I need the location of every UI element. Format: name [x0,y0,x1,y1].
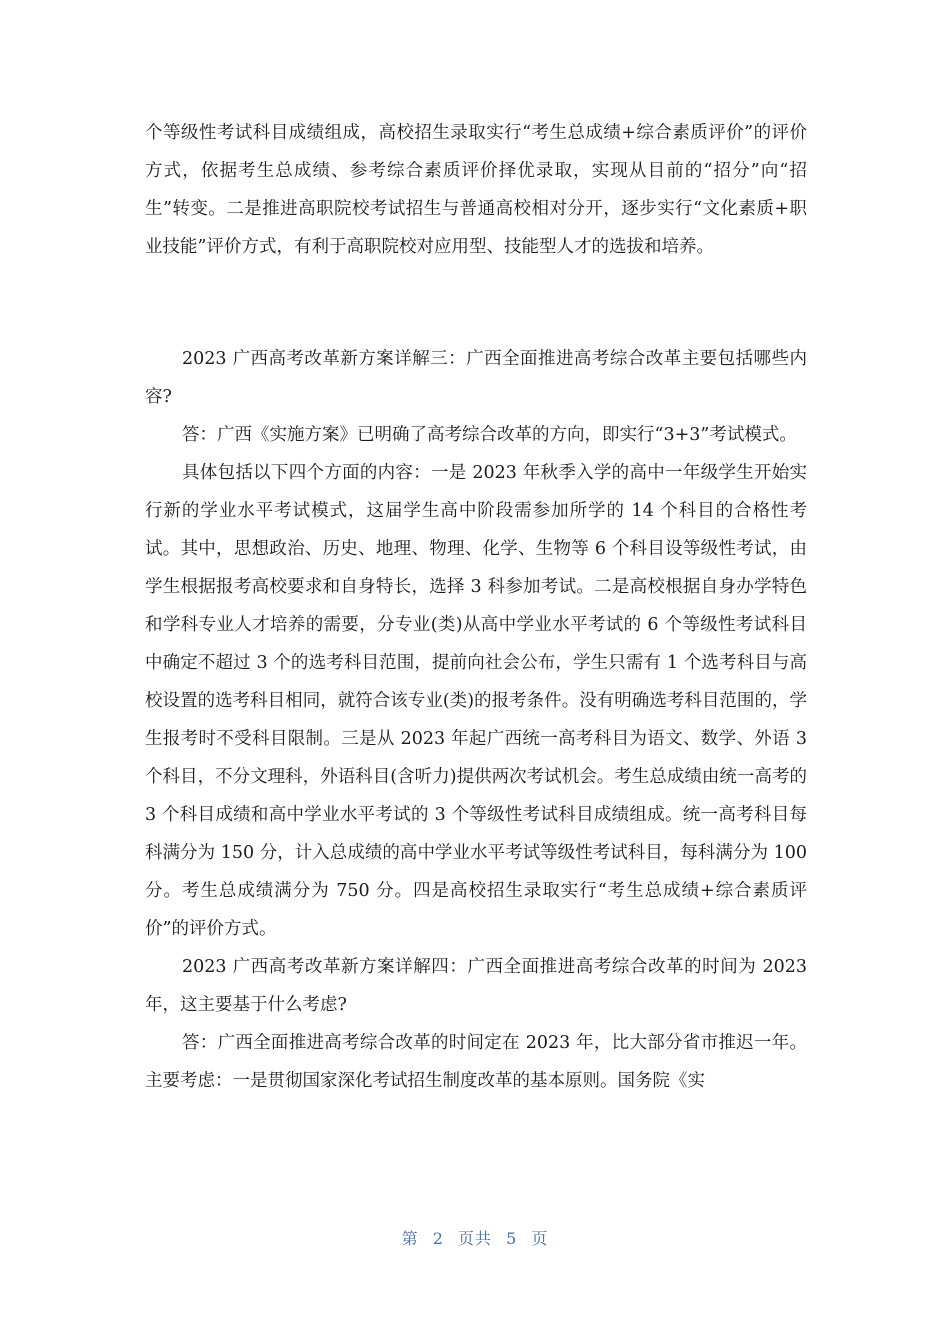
footer-suffix: 页 [531,1229,549,1248]
footer-middle: 页共 [457,1229,492,1248]
paragraph-continuation: 个等级性考试科目成绩组成，高校招生录取实行“考生总成绩+综合素质评价”的评价方式，依据考生总成绩、参考综合素质评价择优录取，实现从目前的“招分”向“招生”转变。二是推进高职院校考试招生与普通高校相对分开，逐步实行“文化素质+职业技能”评价方式，有利于高职院校对应用型、技能型人才的选拔和培养。 [145,123,807,257]
section4-answer: 答：广西全面推进高考综合改革的时间定在 2023 年，比大部分省市推迟一年。主要考虑：一是贯彻国家深化考试招生制度改革的基本原则。国务院《实 [145,1033,807,1091]
page-footer [0,1226,950,1249]
section3-question: 2023 广西高考改革新方案详解三：广西全面推进高考综合改革主要包括哪些内容? [145,349,807,407]
footer-total-pages: 5 [506,1229,518,1248]
body-text-top [145,114,807,266]
footer-page-number: 2 [432,1229,444,1248]
body-text-main [145,340,807,1100]
footer-prefix: 第 [401,1229,419,1248]
section4-question: 2023 广西高考改革新方案详解四：广西全面推进高考综合改革的时间为 2023 年，这主要基于什么考虑? [145,957,807,1015]
section3-answer: 答：广西《实施方案》已明确了高考综合改革的方向，即实行“3+3”考试模式。 [182,425,797,445]
section3-detail: 具体包括以下四个方面的内容：一是 2023 年秋季入学的高中一年级学生开始实行新的学业水平考试模式，这届学生高中阶段需参加所学的 14 个科目的合格性考试。其中，思想政治、历史、地理、物理、化学、生物等 6 个科目设等级性考试，由学生根据报考高校要求和自身特长，选择 3 科参加考试。二是高校根据自身办学特色和学科专业人才培养的需要，分专业(类)从高中学业水平考试的 6 个等级性考试科目中确定不超过 3 个的选考科目范围，提前向社会公布，学生只需有 1 个选考科目与高校设置的选考科目相同，就符合该专业(类)的报考条件。没有明确选考科目范围的，学生报考时不受科目限制。三是从 2023 年起广西统一高考科目为语文、数学、外语 3 个科目，不分文理科，外语科目(含听力)提供两次考试机会。考生总成绩由统一高考的 3 个科目成绩和高中学业水平考试的 3 个等级性考试科目成绩组成。统一高考科目每科满分为 150 分，计入总成绩的高中学业水平考试等级性考试科目，每科满分为 100 分。考生总成绩满分为 750 分。四是高校招生录取实行“考生总成绩+综合素质评价”的评价方式。 [145,463,807,939]
